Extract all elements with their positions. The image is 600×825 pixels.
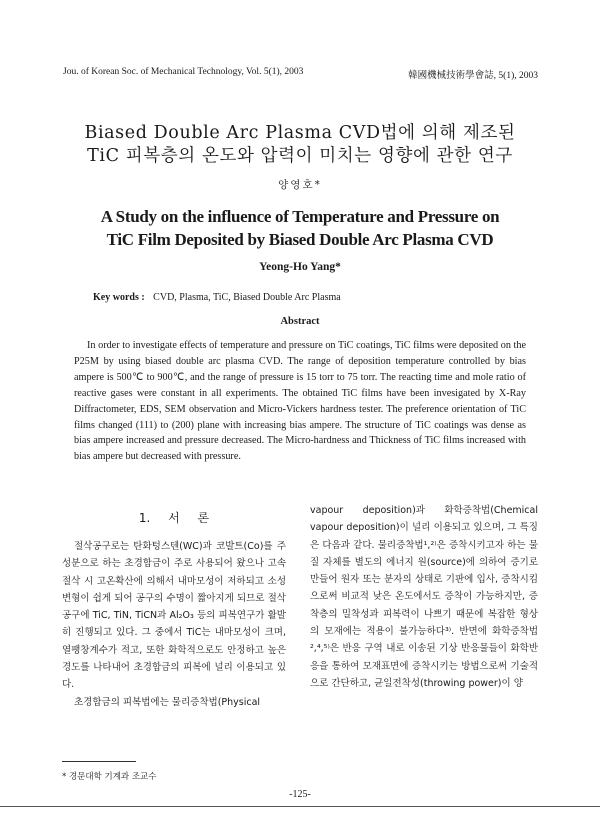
korean-title-line1: Biased Double Arc Plasma CVD법에 의해 제조된 <box>84 123 516 143</box>
body-paragraph: 초경합금의 피복법에는 물리증착법(Physical <box>74 696 261 708</box>
keywords <box>93 292 341 303</box>
english-title <box>0 205 600 251</box>
english-title-line1: A Study on the influence of Temperature and Pressure on <box>100 207 500 226</box>
english-title-line2: TiC Film Deposited by Biased Double Arc Plasma CVD <box>106 230 494 249</box>
section-heading: 1. 서 론 <box>138 511 210 525</box>
body-paragraph: vapour deposition)과 화학증착법(Chemical vapour deposition)이 널리 이용되고 있으며, 그 특징은 다음과 같다. 물리증착법¹,²⁾은 증착시키고자 하는 물질 자체를 별도의 에너지 원(source)에 의하여 증기로 만들어 원자 또는 분자의 상태로 기판에 입사, 증착시킴으로써 비교적 낮은 온도에서도 증착이 가능하지만, 증착층의 밀착성과 피복력이 나쁘기 때문에 복잡한 형상의 모재에는 적용이 불가능하다³⁾. 반면에 화학증착법²,⁴,⁵⁾은 반응 구역 내로 이송된 기상 반응물들이 화학반응을 통하여 모재표면에 증착시키는 방법으로써 기술적으로 간단하고, 균일전착성(throwing power)이 양 <box>310 505 538 689</box>
korean-author: 양영호* <box>278 179 322 191</box>
right-column <box>310 502 538 692</box>
body-paragraph: 절삭공구로는 탄화텅스텐(WC)과 코발트(Co)를 주성분으로 하는 초경합금이 주로 사용되어 왔으나 고속절삭 시 고온확산에 의해서 내마모성이 저하되고 소성변형이 쉽게 되어 공구의 수명이 짧아지게 되므로 절삭공구에 TiC, TiN, TiCN과 Al₂O₃ 등의 피복연구가 활발히 진행되고 있다. 그 중에서 TiC는 내마모성이 크며, 열팽창계수가 적고, 또한 화학적으로도 안정하고 높은 경도를 나타내어 초경합금의 피복에 널리 이용되고 있다. <box>62 541 286 691</box>
abstract-text: In order to investigate effects of temperature and pressure on TiC coatings, TiC films were deposited on the P25M by using biased double arc plasma CVD. The range of deposition temperature controlled by bias ampere is 500℃ to 900℃, and the range of pressure is 15 torr to 75 torr. The reacting time and mole ratio of reactive gases were constant in all experiments. The obtained TiC films have been invesigated by X-Ray Diffractometer, EDS, SEM observation and Micro-Vickers hardness tester. The preference orientation of TiC films changed (111) to (200) plane with increasing bias ampere. The structure of TiC coatings was dense as bias ampere increased and pressure decreased. The Micro-hardness and Thickness of TiC films increased with bias ampere but decreased with pressure. <box>74 340 526 463</box>
korean-title <box>0 122 600 168</box>
journal-header-left: Jou. of Korean Soc. of Mechanical Technology, Vol. 5(1), 2003 <box>63 67 304 77</box>
journal-header-right: 韓國機械技術學會誌, 5(1), 2003 <box>408 71 538 81</box>
left-column <box>62 538 286 711</box>
korean-title-line2: TiC 피복층의 온도와 압력이 미치는 영향에 관한 연구 <box>87 146 513 166</box>
footnote-rule <box>62 761 136 762</box>
bottom-edge-rule <box>0 806 600 807</box>
page-number: -125- <box>289 789 311 800</box>
keywords-value: CVD, Plasma, TiC, Biased Double Arc Plasma <box>153 292 341 303</box>
english-author: Yeong-Ho Yang* <box>259 261 341 273</box>
abstract-heading: Abstract <box>280 316 320 327</box>
footnote: * 경문대학 기계과 조교수 <box>62 772 157 782</box>
keywords-label: Key words : <box>93 292 145 303</box>
